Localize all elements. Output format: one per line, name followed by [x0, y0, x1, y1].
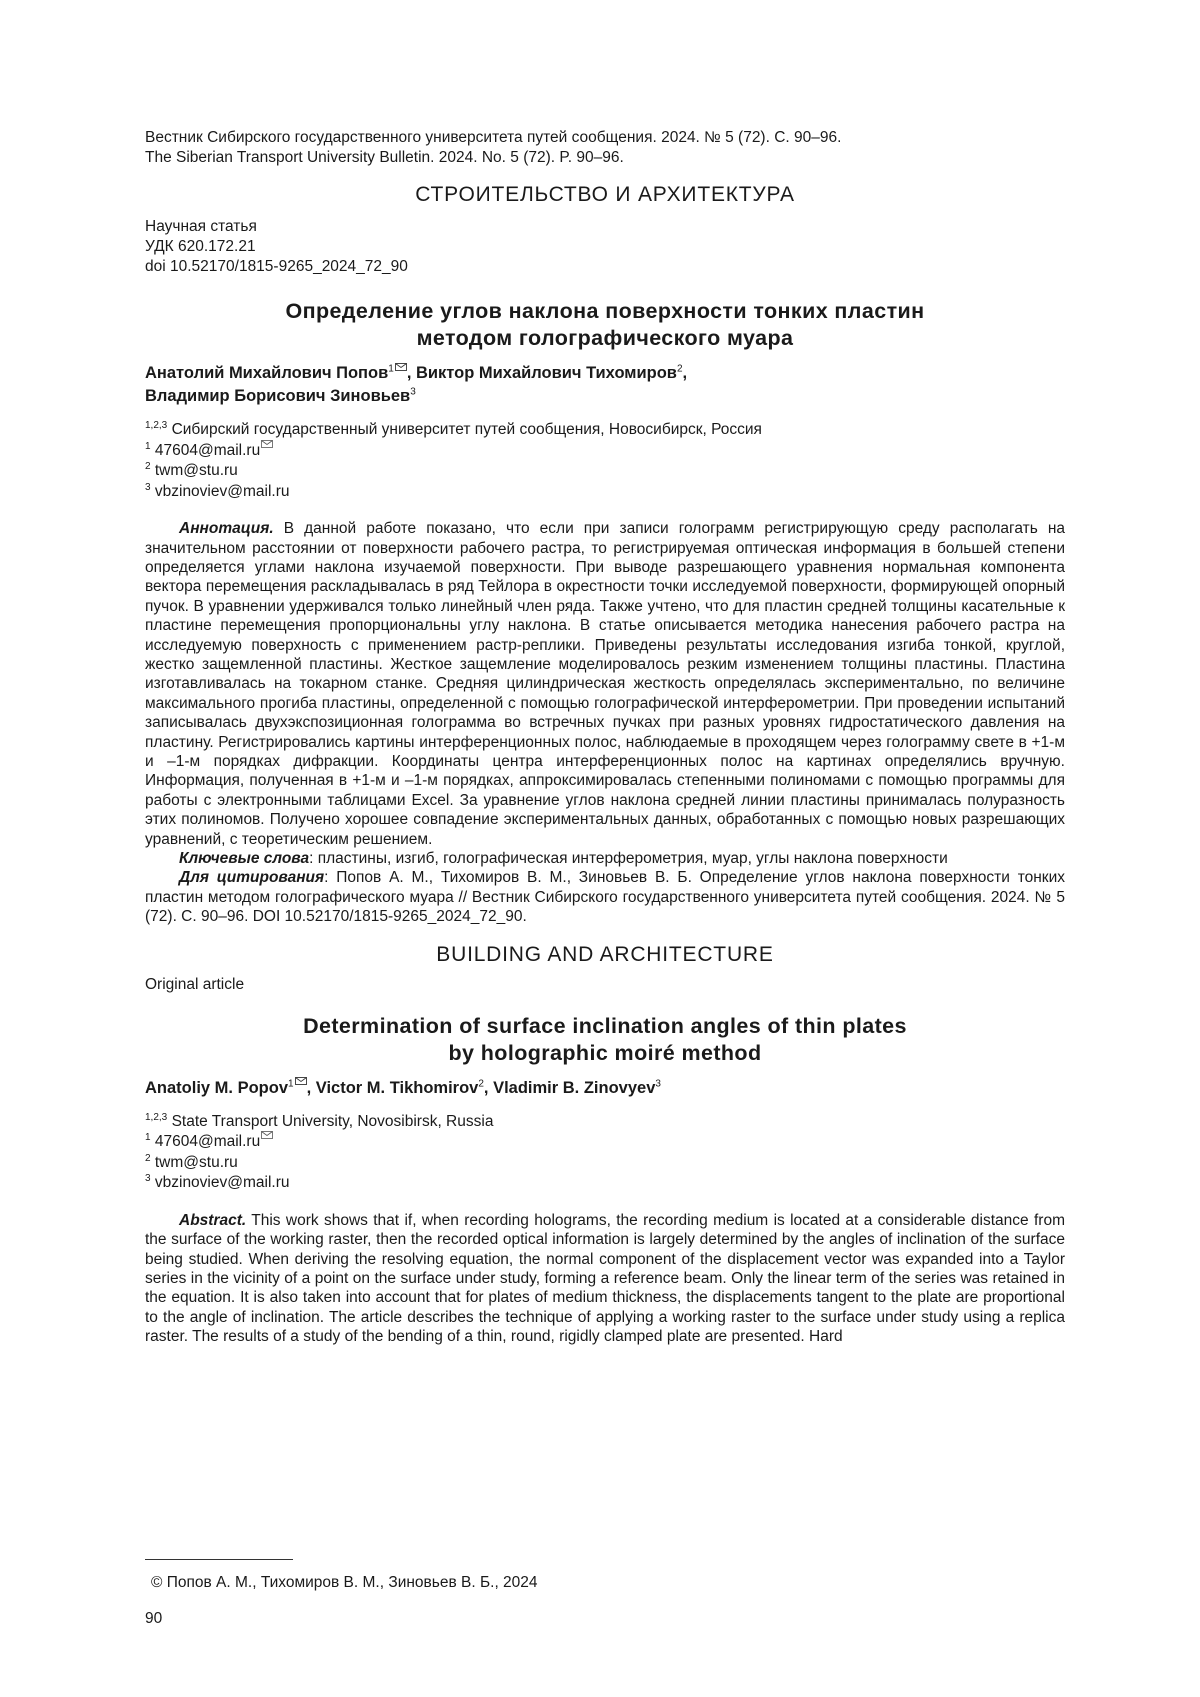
author-name: Anatoliy M. Popov — [145, 1079, 288, 1097]
email-link[interactable]: twm@stu.ru — [155, 1154, 238, 1171]
journal-line-en: The Siberian Transport University Bulletin. 2024. No. 5 (72). P. 90–96. — [145, 148, 1065, 168]
meta-block-ru — [145, 217, 1065, 277]
article-page — [145, 128, 1065, 1347]
abstract-paragraph-en — [145, 1211, 1065, 1347]
author-name: Владимир Борисович Зиновьев — [145, 387, 410, 405]
title-en-line1: Determination of surface inclination angles of thin plates — [145, 1013, 1065, 1040]
footnote-rule — [145, 1559, 293, 1560]
article-type-ru: Научная статья — [145, 217, 1065, 237]
email-sup: 2 — [145, 461, 151, 472]
article-title-ru — [145, 298, 1065, 352]
email-link[interactable]: 47604@mail.ru — [155, 442, 260, 459]
abstract-label-ru: Аннотация. — [179, 520, 274, 537]
author-name: Анатолий Михайлович Попов — [145, 364, 388, 382]
keywords-text: : пластины, изгиб, голографическая интерферометрия, муар, углы наклона поверхности — [309, 850, 948, 867]
article-title-en — [145, 1013, 1065, 1067]
authors-ru: Анатолий Михайлович Попов1 , Виктор Михайлович Тихомиров2, Владимир Борисович Зиновьев3 — [145, 362, 1065, 408]
author-sup: 3 — [655, 1078, 661, 1089]
citation-ru — [145, 868, 1065, 926]
affiliation-text: State Transport University, Novosibirsk, Russia — [172, 1113, 494, 1130]
abstract-en — [145, 1211, 1065, 1347]
author-sup: 2 — [478, 1078, 484, 1089]
copyright-notice: © Попов А. М., Тихомиров В. М., Зиновьев В. Б., 2024 — [151, 1574, 538, 1592]
affiliation-text: Сибирский государственный университет путей сообщения, Новосибирск, Россия — [172, 421, 762, 438]
email-link[interactable]: 47604@mail.ru — [155, 1133, 260, 1150]
envelope-icon — [261, 1131, 273, 1139]
email-link[interactable]: twm@stu.ru — [155, 462, 238, 479]
envelope-icon — [295, 1077, 307, 1085]
author-sup: 1 — [288, 1078, 294, 1089]
keywords-ru — [145, 849, 1065, 868]
email-link[interactable]: vbzinoviev@mail.ru — [155, 1174, 290, 1191]
abstract-paragraph-ru — [145, 519, 1065, 849]
article-type-en: Original article — [145, 975, 1065, 995]
email-sup: 3 — [145, 482, 151, 493]
author-name: Vladimir B. Zinovyev — [493, 1079, 655, 1097]
citation-text: : Попов А. М., Тихомиров В. М., Зиновьев В. Б. Определение углов наклона поверхности тонких пластин методом голографического муара // Вестник Сибирского государственного университета путей сообщения. 2024. № 5 (72). С. 90–96. DOI 10.52170/1815-9265_2024_72_90. — [145, 869, 1065, 925]
author-name: Victor M. Tikhomirov — [316, 1079, 479, 1097]
email-link[interactable]: vbzinoviev@mail.ru — [155, 483, 290, 500]
author-sup: 3 — [410, 387, 416, 398]
title-ru-line2: методом голографического муара — [145, 325, 1065, 352]
affiliation-sup: 1,2,3 — [145, 420, 167, 431]
affiliations-ru — [145, 420, 1065, 502]
udk: УДК 620.172.21 — [145, 237, 1065, 257]
affiliation-sup: 1,2,3 — [145, 1112, 167, 1123]
email-sup: 1 — [145, 441, 151, 452]
email-sup: 2 — [145, 1153, 151, 1164]
authors-en: Anatoliy M. Popov1 , Victor M. Tikhomirov2, Vladimir B. Zinovyev3 — [145, 1077, 1065, 1100]
title-en-line2: by holographic moiré method — [145, 1040, 1065, 1067]
section-title-en: BUILDING AND ARCHITECTURE — [145, 943, 1065, 967]
envelope-icon — [395, 363, 407, 371]
author-sup: 1 — [388, 364, 394, 375]
section-title-ru: СТРОИТЕЛЬСТВО И АРХИТЕКТУРА — [145, 183, 1065, 207]
citation-label: Для цитирования — [179, 869, 324, 886]
envelope-icon — [261, 440, 273, 448]
author-sup: 2 — [677, 364, 683, 375]
affiliations-en — [145, 1112, 1065, 1194]
keywords-label: Ключевые слова — [179, 850, 309, 867]
abstract-ru — [145, 519, 1065, 927]
email-sup: 3 — [145, 1173, 151, 1184]
author-name: Виктор Михайлович Тихомиров — [416, 364, 677, 382]
email-sup: 1 — [145, 1132, 151, 1143]
abstract-text-en: This work shows that if, when recording holograms, the recording medium is located at a considerable distance from the surface of the working raster, then the recorded optical information is largely determined by the angles of inclination of the surface being studied. When deriving the resolving equation, the normal component of the displacement vector was expanded into a Taylor series in the vicinity of a point on the surface under study, forming a reference beam. Only the linear term of the series was retained in the equation. It is also taken into account that for plates of medium thickness, the displacements tangent to the plate are proportional to the angle of inclination. The article describes the technique of applying a working raster to the surface under study using a replica raster. The results of a study of the bending of a thin, round, rigidly clamped plate are presented. Hard — [145, 1212, 1065, 1345]
title-ru-line1: Определение углов наклона поверхности тонких пластин — [145, 298, 1065, 325]
abstract-label-en: Abstract. — [179, 1212, 246, 1229]
page-number: 90 — [145, 1610, 162, 1628]
journal-line-ru: Вестник Сибирского государственного университета путей сообщения. 2024. № 5 (72). С. 90–96. — [145, 128, 1065, 148]
doi: doi 10.52170/1815-9265_2024_72_90 — [145, 257, 1065, 277]
abstract-text-ru: В данной работе показано, что если при записи голограмм регистрирующую среду располагать на значительном расстоянии от поверхности рабочего растра, то регистрируемая оптическая информация в большей степени определяется углами наклона изучаемой поверхности. При выводе разрешающего уравнения нормальная компонента вектора перемещения раскладывалась в ряд Тейлора в окрестности точки исследуемой поверхности, формирующей опорный пучок. В уравнении удерживался только линейный член ряда. Также учтено, что для пластин средней толщины касательные к пластине перемещения пропорциональны углу наклона. В статье описывается методика нанесения рабочего растра на исследуемую поверхность с применением растр-реплики. Приведены результаты исследования изгиба тонкой, круглой, жестко защемленной пластины. Жесткое защемление моделировалось резким изменением толщины пластины. Пластина изготавливалась на токарном станке. Средняя цилиндрическая жесткость определялась экспериментально, по величине максимального прогиба пластины, определенной с помощью голографической интерферометрии. При проведении испытаний записывалась двухэкспозиционная голограмма во встречных пучках при разных уровнях гидростатического давления на пластину. Регистрировались картины интерференционных полос, наблюдаемые в проходящем через голограмму свете в +1-м и –1-м порядках дифракции. Координаты центра интерференционных полос на картинах определялись вручную. Информация, полученная в +1-м и –1-м порядках, аппроксимировалась степенными полиномами с помощью программы для работы с электронными таблицами Excel. За уравнение углов наклона средней линии пластины принималась полуразность этих полиномов. Получено хорошее совпадение экспериментальных данных, обработанных с помощью новых разрешающих уравнений, с теоретическим решением. — [145, 520, 1065, 848]
